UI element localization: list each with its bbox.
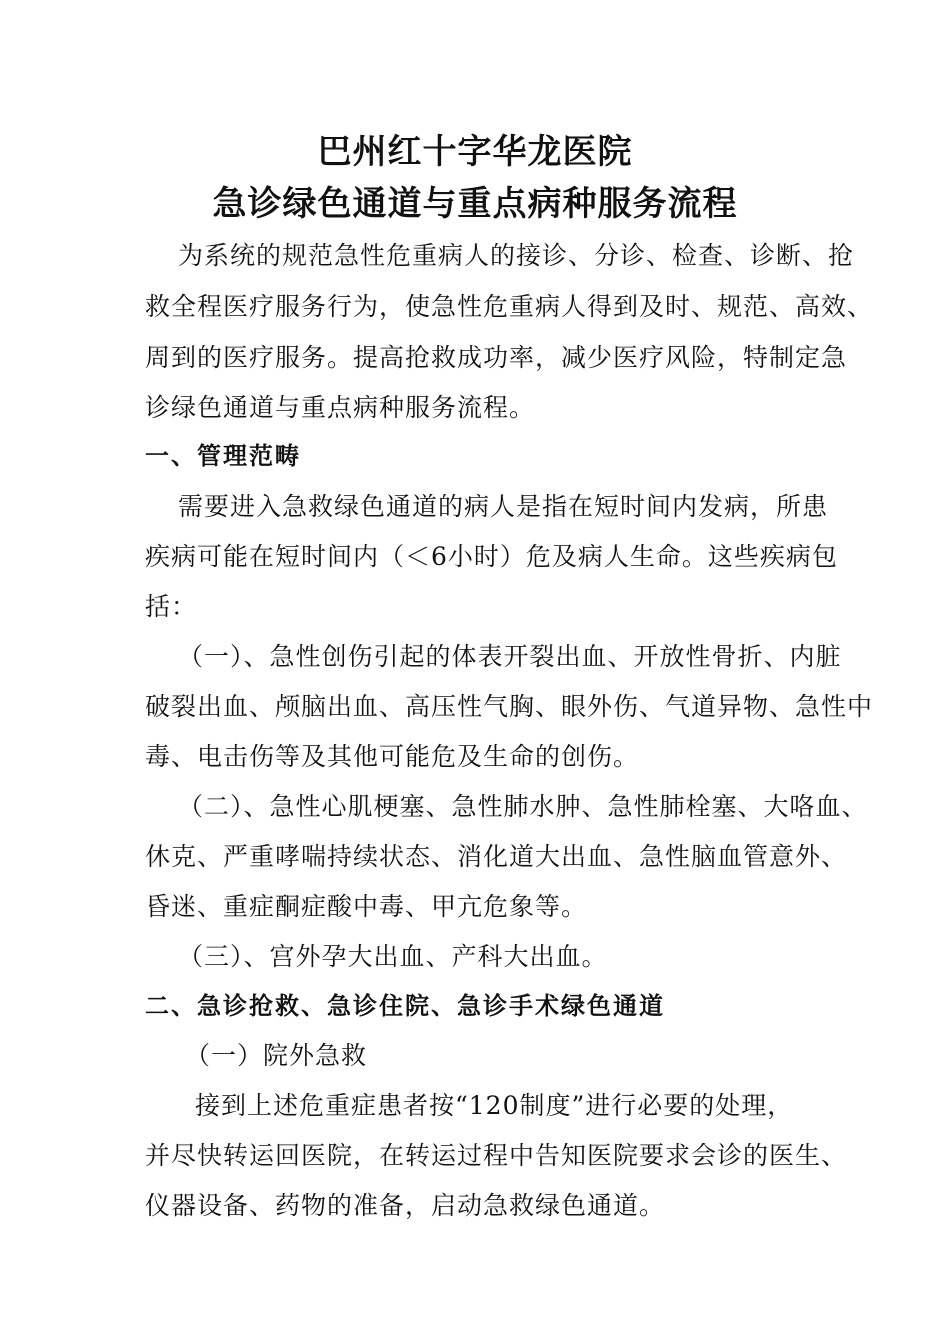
- scope-item-1-line: （一）、急性创伤引起的体表开裂出血、开放性骨折、内脏: [178, 642, 842, 671]
- section-heading-scope: 一、管理范畴: [145, 441, 301, 470]
- intro-line: 为系统的规范急性危重病人的接诊、分诊、检查、诊断、抢: [178, 241, 855, 270]
- scope-para-line: 需要进入急救绿色通道的病人是指在短时间内发病，所患: [178, 492, 829, 521]
- hospital-name-title: 巴州红十字华龙医院: [317, 132, 633, 172]
- scope-item-2-line: 休克、严重哮喘持续状态、消化道大出血、急性脑血管意外、: [145, 842, 848, 871]
- document-title: 急诊绿色通道与重点病种服务流程: [212, 184, 738, 224]
- intro-line: 周到的医疗服务。提高抢救成功率，减少医疗风险，特制定急: [145, 343, 848, 372]
- intro-line: 救全程医疗服务行为，使急性危重病人得到及时、规范、高效、: [145, 292, 874, 321]
- scope-item-1-line: 破裂出血、颅脑出血、高压性气胸、眼外伤、气道异物、急性中: [145, 692, 874, 721]
- scope-item-2-line: （二）、急性心肌梗塞、急性肺水肿、急性肺栓塞、大咯血、: [178, 792, 868, 821]
- section-heading-green-channel: 二、急诊抢救、急诊住院、急诊手术绿色通道: [145, 991, 665, 1020]
- prehospital-para-line: 仪器设备、药物的准备，启动急救绿色通道。: [145, 1191, 666, 1220]
- scope-para-line: 括：: [145, 592, 198, 621]
- intro-line: 诊绿色通道与重点病种服务流程。: [145, 393, 536, 422]
- scope-item-1-line: 毒、电击伤等及其他可能危及生命的创伤。: [145, 742, 640, 771]
- subsection-heading-prehospital: （一）院外急救: [185, 1041, 368, 1070]
- prehospital-para-line: 接到上述危重症患者按“120制度”进行必要的处理，: [195, 1091, 794, 1120]
- scope-item-3-line: （三）、宫外孕大出血、产科大出血。: [178, 942, 608, 971]
- scope-item-2-line: 昏迷、重症酮症酸中毒、甲亢危象等。: [145, 892, 588, 921]
- scope-para-line: 疾病可能在短时间内（＜6小时）危及病人生命。这些疾病包: [145, 542, 838, 571]
- prehospital-para-line: 并尽快转运回医院，在转运过程中告知医院要求会诊的医生、: [145, 1141, 848, 1170]
